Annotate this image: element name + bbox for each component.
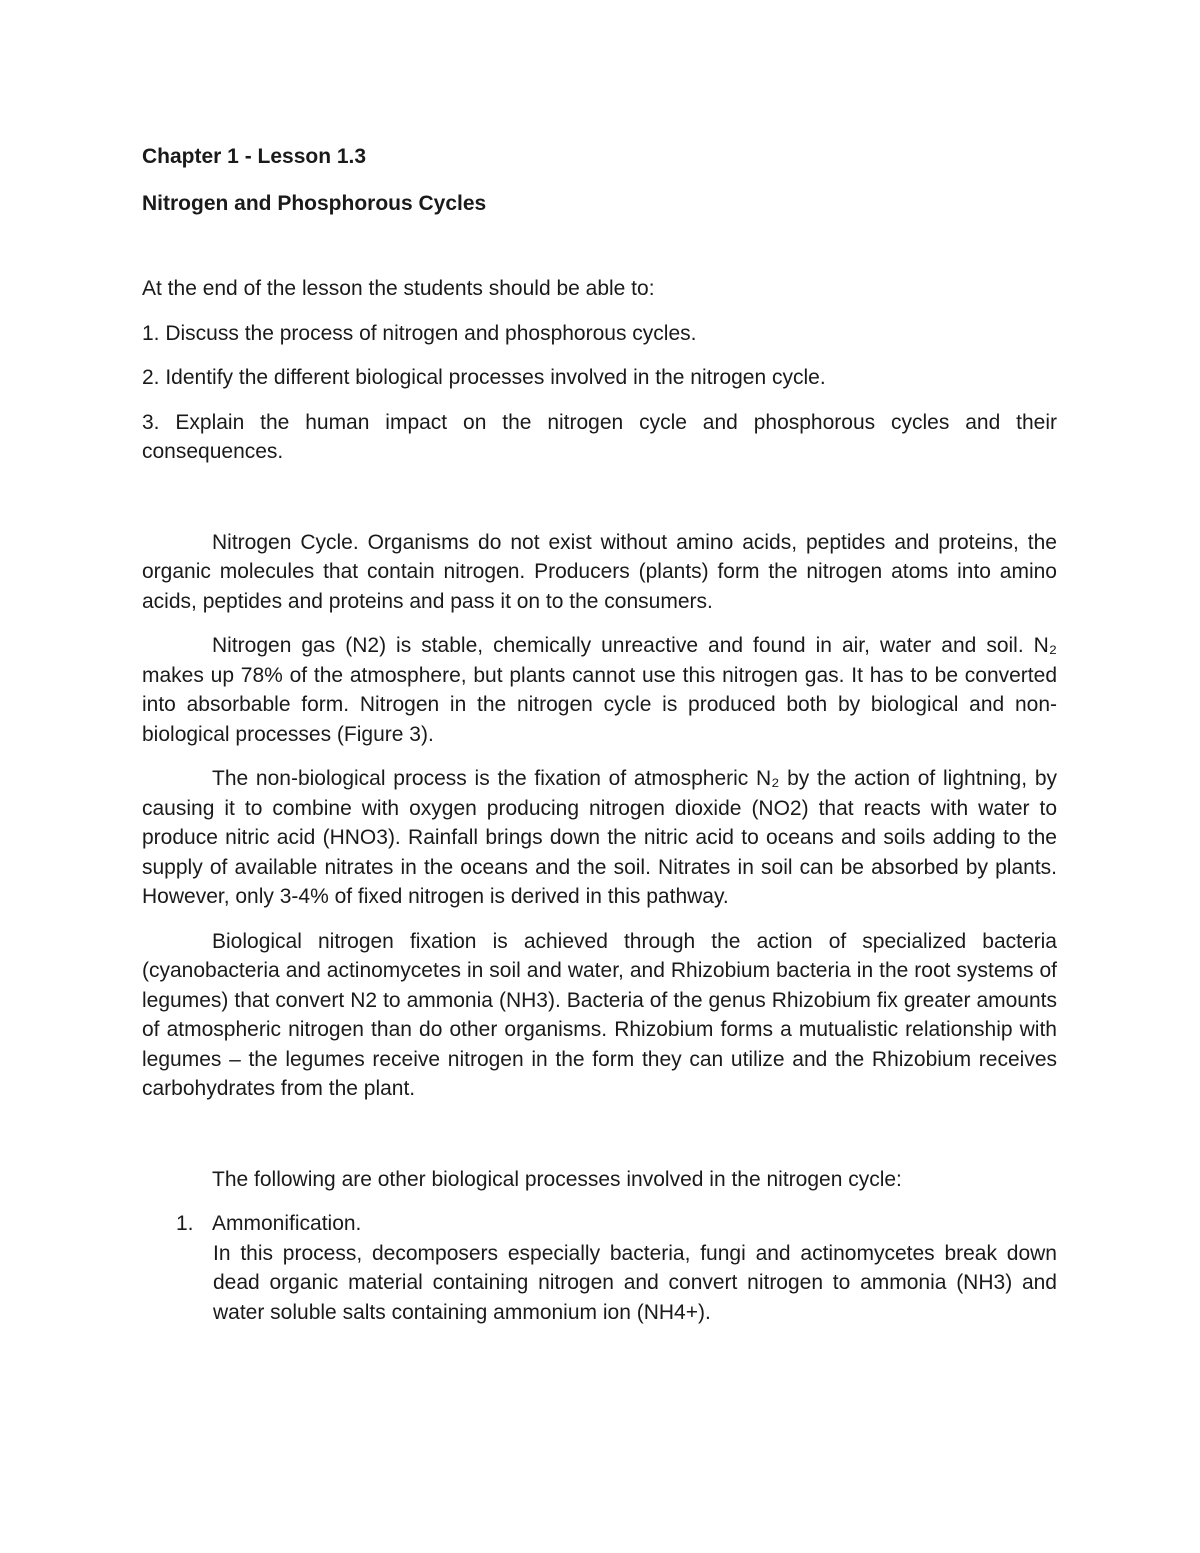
- objective-item: 1. Discuss the process of nitrogen and phosphorous cycles.: [142, 321, 697, 345]
- body-paragraph: Biological nitrogen fixation is achieved through the action of specialized bacteria (cyanobacteria and actinomycetes in soil and water, and Rhizobium bacteria in the root systems of legumes) that convert N2 to ammonia (NH3). Bacteria of the genus Rhizobium fix greater amounts of atmospheric nitrogen than do other organisms. Rhizobium forms a mutualistic relationship with legumes – the legumes receive nitrogen in the form they can utilize and the Rhizobium receives carbohydrates from the plant.: [142, 929, 1057, 1100]
- body-paragraph: Nitrogen gas (N2) is stable, chemically unreactive and found in air, water and soil. N₂ makes up 78% of the atmosphere, but plants cannot use this nitrogen gas. It has to be converted into absorbable form. Nitrogen in the nitrogen cycle is produced both by biological and non-biological processes (Figure 3).: [142, 634, 1057, 746]
- document-page: [142, 142, 1057, 1327]
- process-list-item: [142, 1209, 1057, 1239]
- process-number: 1.: [176, 1212, 194, 1235]
- body-paragraph: Nitrogen Cycle. Organisms do not exist without amino acids, peptides and proteins, the organic molecules that contain nitrogen. Producers (plants) form the nitrogen atoms into amino acids, peptides and proteins and pass it on to the consumers.: [142, 530, 1057, 613]
- body-paragraph: The non-biological process is the fixation of atmospheric N₂ by the action of lightning, by causing it to combine with oxygen producing nitrogen dioxide (NO2) that reacts with water to produce nitric acid (HNO3). Rainfall brings down the nitric acid to oceans and soils adding to the supply of available nitrates in the oceans and the soil. Nitrates in soil can be absorbed by plants. However, only 3-4% of fixed nitrogen is derived in this pathway.: [142, 767, 1057, 908]
- processes-intro: The following are other biological processes involved in the nitrogen cycle:: [212, 1167, 902, 1191]
- process-description: In this process, decomposers especially bacteria, fungi and actinomycetes break down dead organic material containing nitrogen and convert nitrogen to ammonia (NH3) and water soluble salts containing ammonium ion (NH4+).: [213, 1241, 1057, 1324]
- objectives-intro: At the end of the lesson the students should be able to:: [142, 277, 655, 300]
- objective-item: 3. Explain the human impact on the nitrogen cycle and phosphorous cycles and their consequences.: [142, 410, 1057, 463]
- chapter-title: Chapter 1 - Lesson 1.3: [142, 145, 367, 168]
- lesson-title: Nitrogen and Phosphorous Cycles: [142, 191, 487, 215]
- process-title: Ammonification.: [212, 1212, 362, 1235]
- objective-item: 2. Identify the different biological processes involved in the nitrogen cycle.: [142, 366, 826, 389]
